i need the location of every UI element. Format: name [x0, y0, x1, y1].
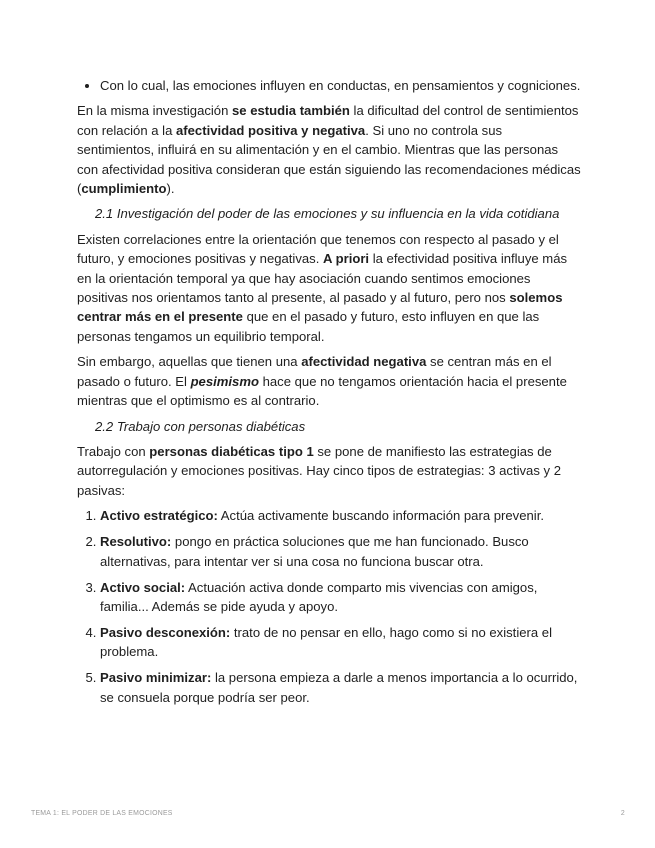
paragraph-text: se centran más en el pasado o futuro. El [77, 354, 552, 389]
strategy-text: Actúa activamente buscando información para prevenir. [217, 508, 544, 524]
strategy-item [100, 506, 581, 525]
strategy-label: Resolutivo: [100, 534, 172, 550]
footer-title: TEMA 1: EL PODER DE LAS EMOCIONES [31, 810, 173, 817]
strategy-label: Pasivo minimizar: [100, 670, 212, 686]
bold-phrase: afectividad negativa [301, 354, 427, 370]
bullet-item: • Con lo cual, las emociones influyen en conductas, en pensamientos y cogniciones. [100, 76, 581, 95]
strategy-item [100, 623, 581, 662]
paragraph-diabeticos [77, 442, 581, 500]
bold-phrase: cumplimiento [81, 181, 167, 197]
paragraph-text: Sin embargo, aquellas que tienen una [77, 354, 302, 370]
paragraph-text: En la misma investigación [77, 103, 233, 119]
paragraph-text: la efectividad positiva influye más en la orientación temporal ya que hay asociación cuando sentimos emociones positivas nos orientamos tanto al presente, al pasado y al futuro, pero nos [77, 251, 568, 306]
strategy-label: Activo social: [100, 579, 186, 595]
paragraph-text: . Si uno no controla sus sentimientos, influirá en su alimentación y en el cambio. Mientras que las personas con afectividad positiva consideran que están siguiendo las recomendaciones médicas ( [77, 122, 581, 197]
strategy-item [100, 668, 581, 707]
bold-phrase: afectividad positiva y negativa [176, 122, 366, 138]
paragraph-orientacion-temporal [77, 230, 581, 346]
page-footer [31, 810, 625, 817]
bullet-list [77, 76, 581, 95]
paragraph-text: se pone de manifiesto las estrategias de autorregulación y emociones positivas. Hay cinco tipos de estrategias: 3 activas y 2 pasivas: [77, 443, 561, 498]
paragraph-text: hace que no tengamos orientación hacia el presente mientras que el optimismo es al contrario. [77, 373, 567, 409]
strategy-text: la persona empieza a darle a menos importancia a lo ocurrido, se consuela porque podría ser peor. [100, 670, 578, 705]
paragraph-afectividad [77, 101, 581, 198]
paragraph-text: la dificultad del control de sentimientos con relación a la [77, 103, 579, 138]
strategy-label: Activo estratégico: [100, 508, 218, 524]
strategy-item [100, 578, 581, 617]
paragraph-text: que en el pasado y futuro, esto influyen en que las personas tengamos un equilibrio temporal. [77, 309, 540, 344]
paragraph-text: Trabajo con [77, 443, 150, 459]
section-heading-2-1: 2.1 Investigación del poder de las emociones y su influencia en la vida cotidiana [95, 206, 560, 222]
paragraph-text: Existen correlaciones entre la orientación que tenemos con respecto al pasado y el futuro, y emociones positivas y negativas. [77, 231, 559, 267]
strategy-label: Pasivo desconexión: [100, 624, 231, 640]
paragraph-text: ). [166, 181, 175, 197]
strategy-text: Actuación activa donde comparto mis vivencias con amigos, familia... Además se pide ayuda y apoyo. [100, 579, 538, 614]
strategy-item [100, 532, 581, 571]
section-heading-2-2: 2.2 Trabajo con personas diabéticas [95, 418, 306, 434]
bold-italic-phrase: pesimismo [190, 373, 259, 389]
strategies-list [77, 506, 581, 707]
strategy-text: pongo en práctica soluciones que me han funcionado. Busco alternativas, para intentar ver si una cosa no funciona buscar otra. [100, 534, 529, 569]
bold-phrase: se estudia también [232, 103, 350, 119]
bold-phrase: personas diabéticas tipo 1 [149, 443, 314, 459]
strategy-text: trato de no pensar en ello, hago como si no existiera el problema. [100, 624, 552, 660]
page-number: 2 [620, 810, 625, 817]
paragraph-afectividad-negativa [77, 352, 581, 410]
bold-phrase: A priori [323, 251, 370, 267]
document-page [77, 76, 581, 714]
bold-phrase: solemos centrar más en el presente [77, 290, 563, 325]
